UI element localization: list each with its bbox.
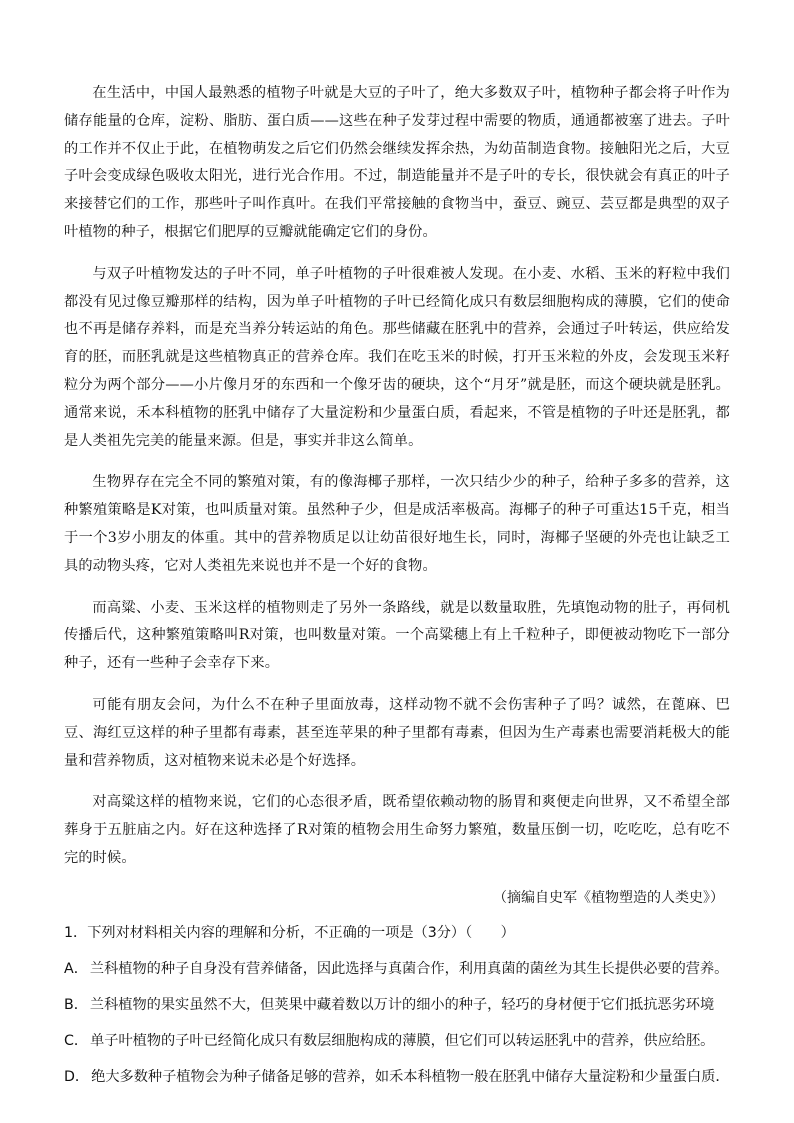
option-text: 兰科植物的种子自身没有营养储备，因此选择与真菌合作，利用真菌的菌丝为其生长提供必要的营养。 bbox=[89, 960, 729, 977]
passage-paragraph-1: 在生活中，中国人最熟悉的植物子叶就是大豆的子叶了，绝大多数双子叶，植物种子都会将子叶作为储存能量的仓库，淀粉、脂肪、蛋白质——这些在种子发芽过程中需要的物质，通通都被塞了进去。子叶的工作并不仅止于此，在植物萌发之后它们仍然会继续发挥余热，为幼苗制造食物。接触阳光之后，大豆子叶会变成绿色吸收太阳光，进行光合作用。不过，制造能量并不是子叶的专长，很快就会有真正的叶子来接替它们的工作，那些叶子叫作真叶。在我们平常接触的食物当中，蚕豆、豌豆、芸豆都是典型的双子叶植物的种子，根据它们肥厚的豆瓣就能确定它们的身份。 bbox=[64, 85, 730, 240]
question-options bbox=[64, 957, 730, 1089]
question-block bbox=[64, 921, 730, 1089]
question-stem: 1．下列对材料相关内容的理解和分析，不正确的一项是（3分）（ ） bbox=[64, 924, 515, 941]
option-text: 绝大多数种子植物会为种子储备足够的营养，如禾本科植物一般在胚乳中储存大量淀粉和少量蛋白质． bbox=[91, 1068, 730, 1085]
option-d[interactable] bbox=[64, 1065, 730, 1089]
option-c[interactable] bbox=[64, 1029, 730, 1053]
passage-paragraph-5: 可能有朋友会问，为什么不在种子里面放毒，这样动物不就不会伤害种子了吗？诚然，在蓖麻、巴豆、海红豆这样的种子里都有毒素，甚至连苹果的种子里都有毒素，但因为生产毒素也需要消耗极大的能量和营养物质，这对植物来说未必是个好选择。 bbox=[64, 696, 730, 769]
option-letter: B． bbox=[64, 996, 88, 1013]
option-a[interactable] bbox=[64, 957, 730, 981]
passage-paragraph-2: 与双子叶植物发达的子叶不同，单子叶植物的子叶很难被人发现。在小麦、水稻、玉米的籽粒中我们都没有见过像豆瓣那样的结构，因为单子叶植物的子叶已经简化成只有数层细胞构成的薄膜，它们的使命也不再是储存养料，而是充当养分转运站的角色。那些储藏在胚乳中的营养，会通过子叶转运，供应给发育的胚，而胚乳就是这些植物真正的营养仓库。我们在吃玉米的时候，打开玉米粒的外皮，会发现玉米籽粒分为两个部分——小片像月牙的东西和一个像牙齿的硬块，这个“月牙”就是胚，而这个硬块就是胚乳。通常来说，禾本科植物的胚乳中储存了大量淀粉和少量蛋白质，看起来，不管是植物的子叶还是胚乳，都是人类祖先完美的能量来源。但是，事实并非这么简单。 bbox=[64, 265, 730, 449]
passage-paragraph-3: 生物界存在完全不同的繁殖对策，有的像海椰子那样，一次只结少少的种子，给种子多多的营养，这种繁殖策略是K对策，也叫质量对策。虽然种子少，但是成活率极高。海椰子的种子可重达15千克，相当于一个3岁小朋友的体重。其中的营养物质足以让幼苗很好地生长，同时，海椰子坚硬的外壳也让缺乏工具的动物头疼，它对人类祖先来说也并不是一个好的食物。 bbox=[64, 474, 730, 574]
document-page bbox=[64, 80, 730, 1101]
option-letter: D． bbox=[64, 1068, 90, 1085]
option-b[interactable] bbox=[64, 993, 730, 1017]
option-text: 兰科植物的果实虽然不大，但荚果中藏着数以万计的细小的种子，轻巧的身材便于它们抵抗恶劣环境 bbox=[89, 996, 715, 1013]
passage-source: （摘编自史军《植物塑造的人类史》） bbox=[493, 889, 724, 906]
reading-passage bbox=[64, 80, 730, 873]
option-text: 单子叶植物的子叶已经简化成只有数层细胞构成的薄膜，但它们可以转运胚乳中的营养，供应给胚。 bbox=[90, 1032, 715, 1049]
passage-paragraph-4: 而高粱、小麦、玉米这样的植物则走了另外一条路线，就是以数量取胜，先填饱动物的肚子，再伺机传播后代，这种繁殖策略叫R对策，也叫数量对策。一个高粱穗上有上千粒种子，即便被动物吃下一部分种子，还有一些种子会幸存下来。 bbox=[64, 599, 730, 672]
passage-paragraph-6: 对高粱这样的植物来说，它们的心态很矛盾，既希望依赖动物的肠胃和爽便走向世界，又不希望全部葬身于五脏庙之内。好在这种选择了R对策的植物会用生命努力繁殖，数量压倒一切，吃吃吃，总有吃不完的时候。 bbox=[64, 794, 730, 866]
option-letter: A． bbox=[64, 960, 88, 977]
option-letter: C． bbox=[64, 1032, 89, 1049]
